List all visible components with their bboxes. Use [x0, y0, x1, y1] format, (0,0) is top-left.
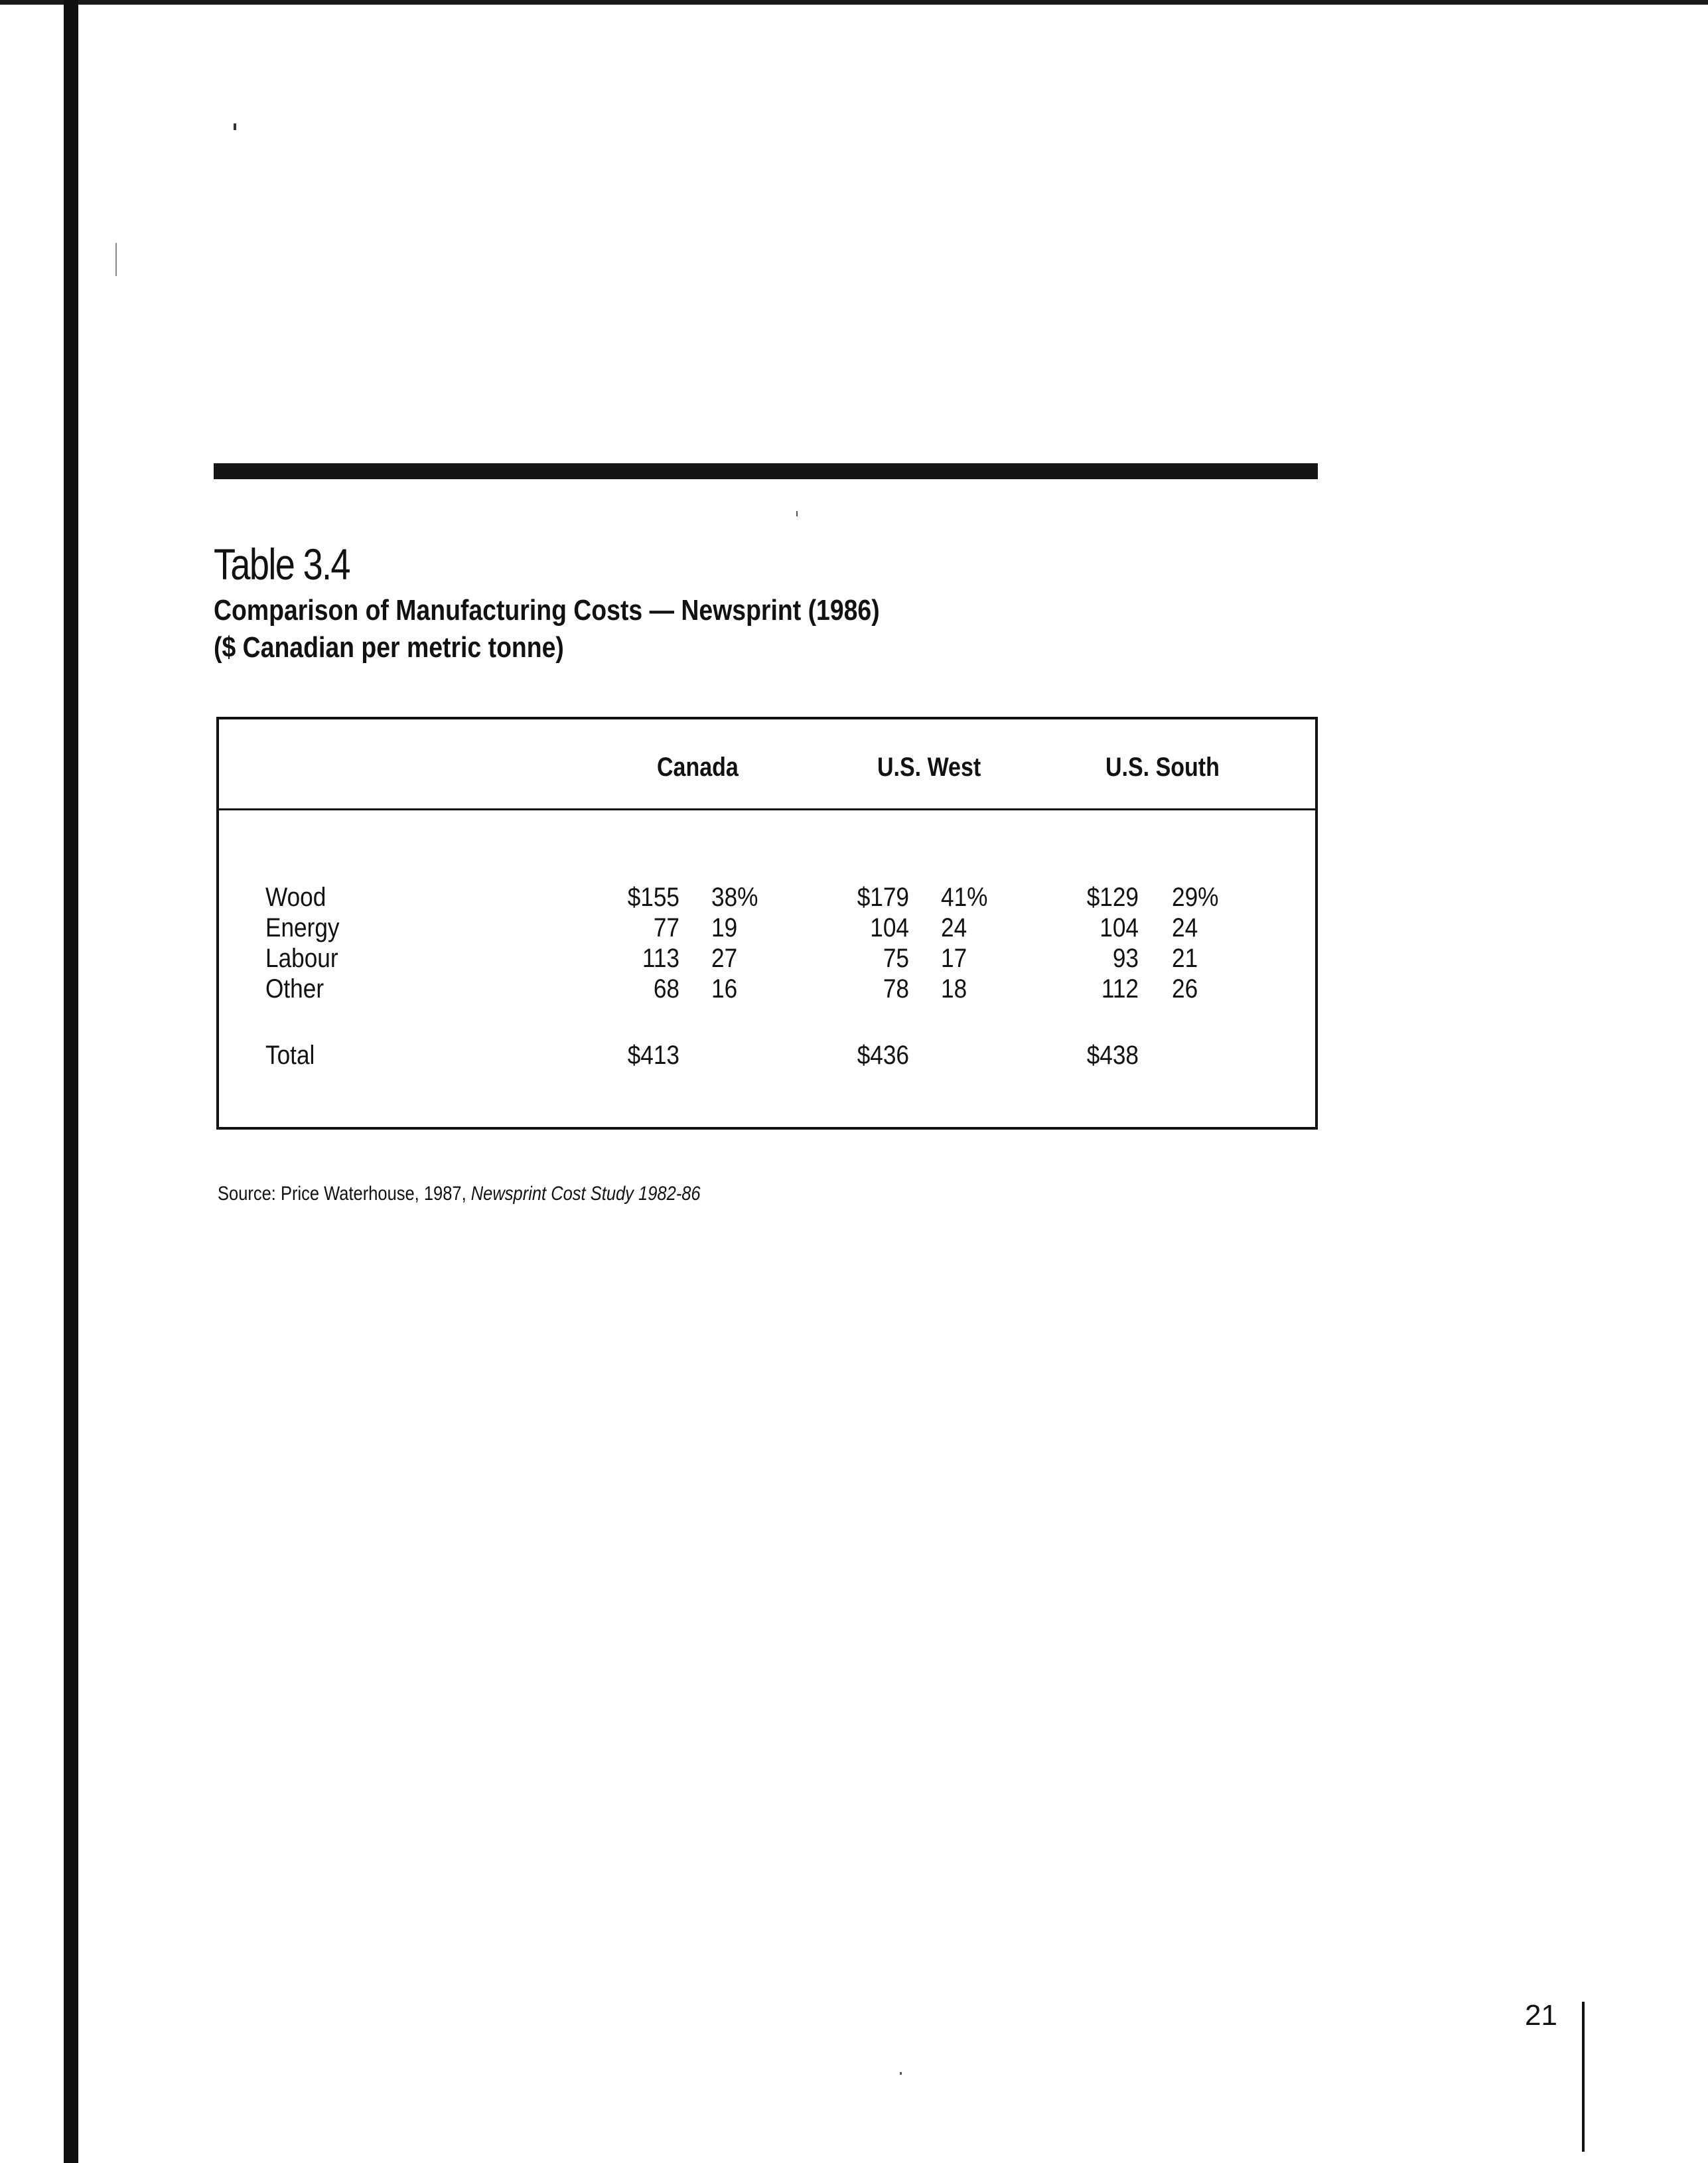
table-cell: 93	[1112, 944, 1139, 973]
total-canada: $413	[627, 1041, 679, 1070]
table-cell: $155	[627, 883, 679, 912]
source-note	[218, 1183, 701, 1205]
table-cell: 104	[1100, 913, 1139, 942]
source-prefix: Source: Price Waterhouse, 1987,	[218, 1183, 471, 1205]
table-cell: 75	[883, 944, 909, 973]
scan-speck	[234, 123, 236, 130]
table-cell: 27	[711, 944, 738, 973]
table-cell: 41%	[941, 883, 988, 912]
table-cell: 21	[1172, 944, 1198, 973]
table-cell: 24	[941, 913, 967, 942]
section-rule	[214, 463, 1318, 479]
table-caption	[214, 592, 880, 666]
row-label-wood: Wood	[265, 883, 326, 912]
table-cell: 68	[653, 974, 679, 1004]
table-cell: 29%	[1172, 883, 1219, 912]
table-caption-title: Comparison of Manufacturing Costs — Newsprint (1986)	[214, 594, 880, 627]
total-us-west: $436	[857, 1041, 909, 1070]
table-cell: 38%	[711, 883, 758, 912]
table-cell: 77	[653, 913, 679, 942]
table-cell: 104	[870, 913, 909, 942]
scan-speck	[115, 243, 117, 276]
table-cell: $179	[857, 883, 909, 912]
table-cell: 78	[883, 974, 909, 1004]
page-binding-edge	[64, 0, 78, 2163]
table-cell: 16	[711, 974, 738, 1004]
total-us-south: $438	[1086, 1041, 1139, 1070]
page-number: 21	[1525, 1999, 1557, 2032]
source-title: Newsprint Cost Study 1982-86	[470, 1183, 701, 1205]
table-caption-units: ($ Canadian per metric tonne)	[214, 631, 564, 664]
page-top-edge	[0, 0, 1708, 5]
column-header-us-south: U.S. South	[1105, 753, 1220, 782]
table-cell: 112	[1101, 974, 1139, 1004]
table-cell: 17	[941, 944, 967, 973]
row-label-labour: Labour	[265, 944, 338, 973]
scan-speck	[796, 511, 798, 516]
row-label-total: Total	[265, 1041, 315, 1070]
header-divider	[219, 808, 1315, 810]
row-label-energy: Energy	[265, 913, 340, 942]
table-cell: 113	[642, 944, 679, 973]
scan-speck	[900, 2072, 902, 2075]
table-cell: 26	[1172, 974, 1198, 1004]
table-cell: $129	[1086, 883, 1139, 912]
cost-table	[216, 717, 1318, 1130]
table-number: Table 3.4	[214, 540, 350, 589]
column-header-us-west: U.S. West	[877, 753, 981, 782]
row-label-other: Other	[265, 974, 324, 1004]
table-cell: 18	[941, 974, 967, 1004]
table-cell: 24	[1172, 913, 1198, 942]
table-cell: 19	[711, 913, 738, 942]
page-margin-rule	[1582, 2002, 1585, 2152]
column-header-canada: Canada	[657, 753, 739, 782]
